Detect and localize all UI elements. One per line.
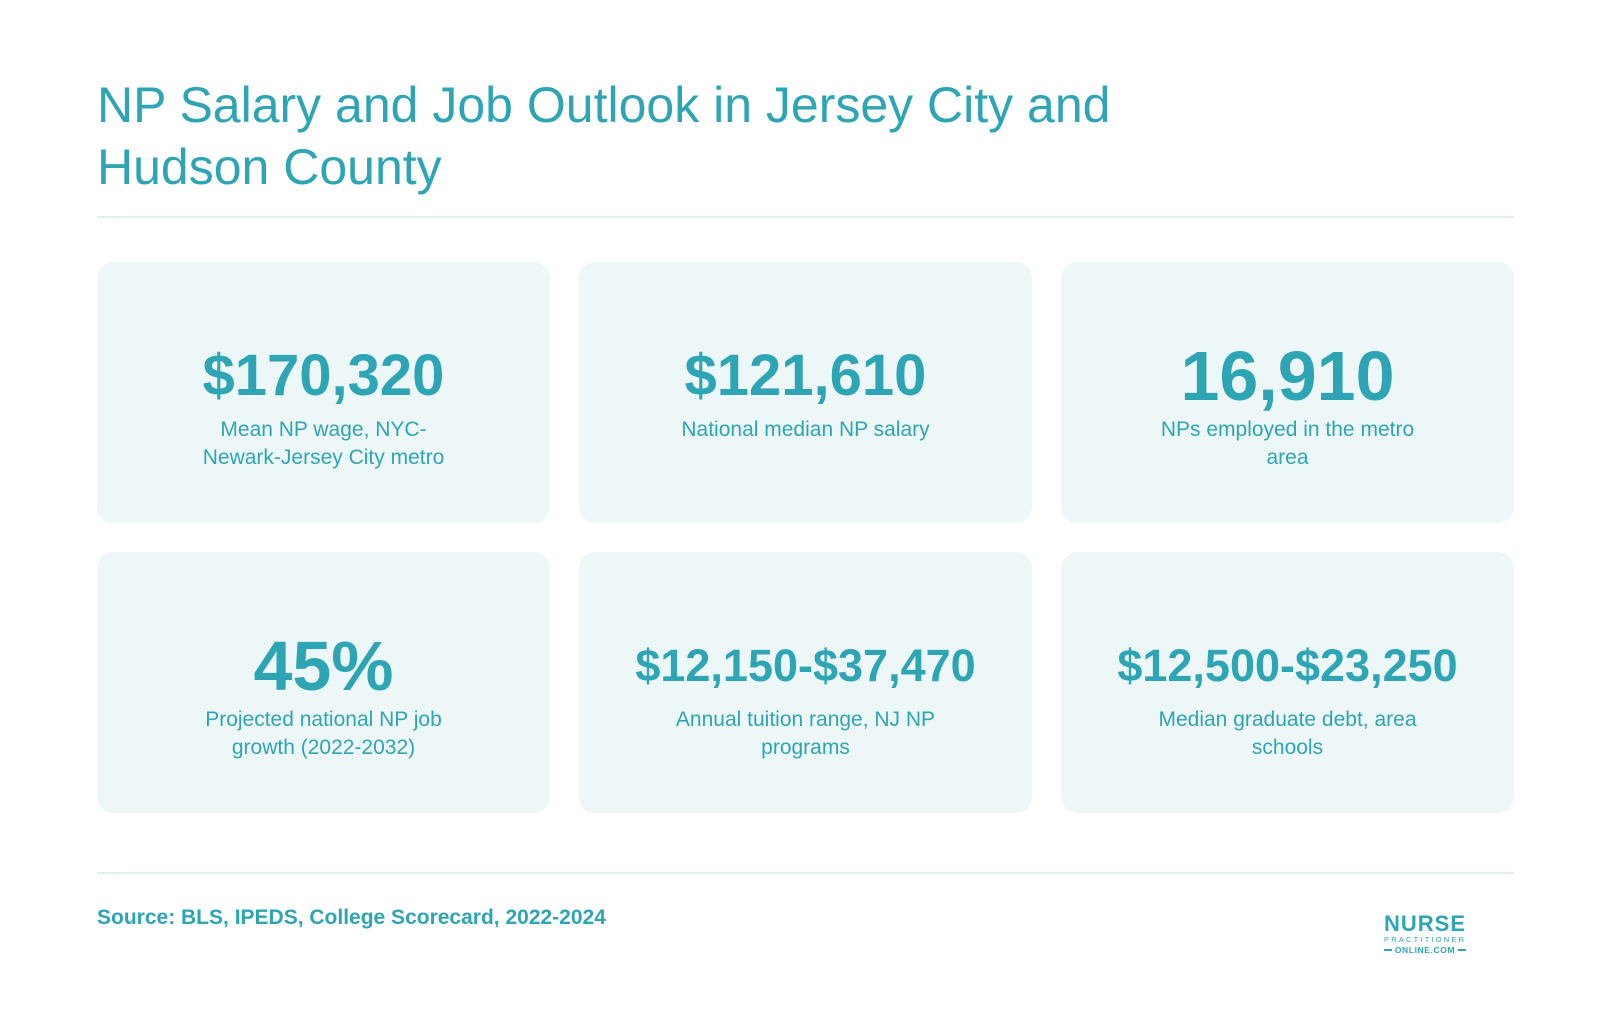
logo-line-online: ONLINE.COM xyxy=(1394,945,1456,955)
logo-online-row xyxy=(1384,945,1466,955)
stat-card-nps-employed xyxy=(1061,262,1514,523)
stat-card-graduate-debt xyxy=(1061,552,1514,813)
logo-dash-left xyxy=(1384,949,1392,951)
stat-card-national-median xyxy=(579,262,1032,523)
stat-card-mean-wage xyxy=(97,262,550,523)
stat-value: $121,610 xyxy=(684,343,927,408)
stats-grid xyxy=(97,262,1514,813)
logo-line-nurse: NURSE xyxy=(1384,911,1467,936)
stat-value: 45% xyxy=(253,627,394,705)
header-divider xyxy=(97,216,1514,218)
stat-value: $12,150-$37,470 xyxy=(635,640,976,691)
footer-divider xyxy=(97,872,1514,874)
stat-label: Annual tuition range, NJ NP programs xyxy=(675,708,936,759)
stat-label: Mean NP wage, NYC-Newark-Jersey City metro xyxy=(202,418,445,469)
stat-card-tuition-range xyxy=(579,552,1032,813)
stat-label: National median NP salary xyxy=(681,418,930,441)
stat-label: Median graduate debt, area schools xyxy=(1158,708,1417,759)
page-title: NP Salary and Job Outlook in Jersey City and Hudson County xyxy=(97,77,1111,195)
stat-value: $12,500-$23,250 xyxy=(1117,640,1458,691)
logo-line-practitioner: PRACTITIONER xyxy=(1384,935,1467,944)
stat-value: $170,320 xyxy=(202,343,445,408)
stat-label: Projected national NP job growth (2022-2032) xyxy=(205,708,442,759)
brand-logo xyxy=(1384,911,1467,955)
stat-card-job-growth xyxy=(97,552,550,813)
stat-value: 16,910 xyxy=(1180,337,1395,415)
logo-dash-right xyxy=(1458,949,1466,951)
stat-label: NPs employed in the metro area xyxy=(1160,418,1415,469)
source-note: Source: BLS, IPEDS, College Scorecard, 2022-2024 xyxy=(97,906,606,929)
